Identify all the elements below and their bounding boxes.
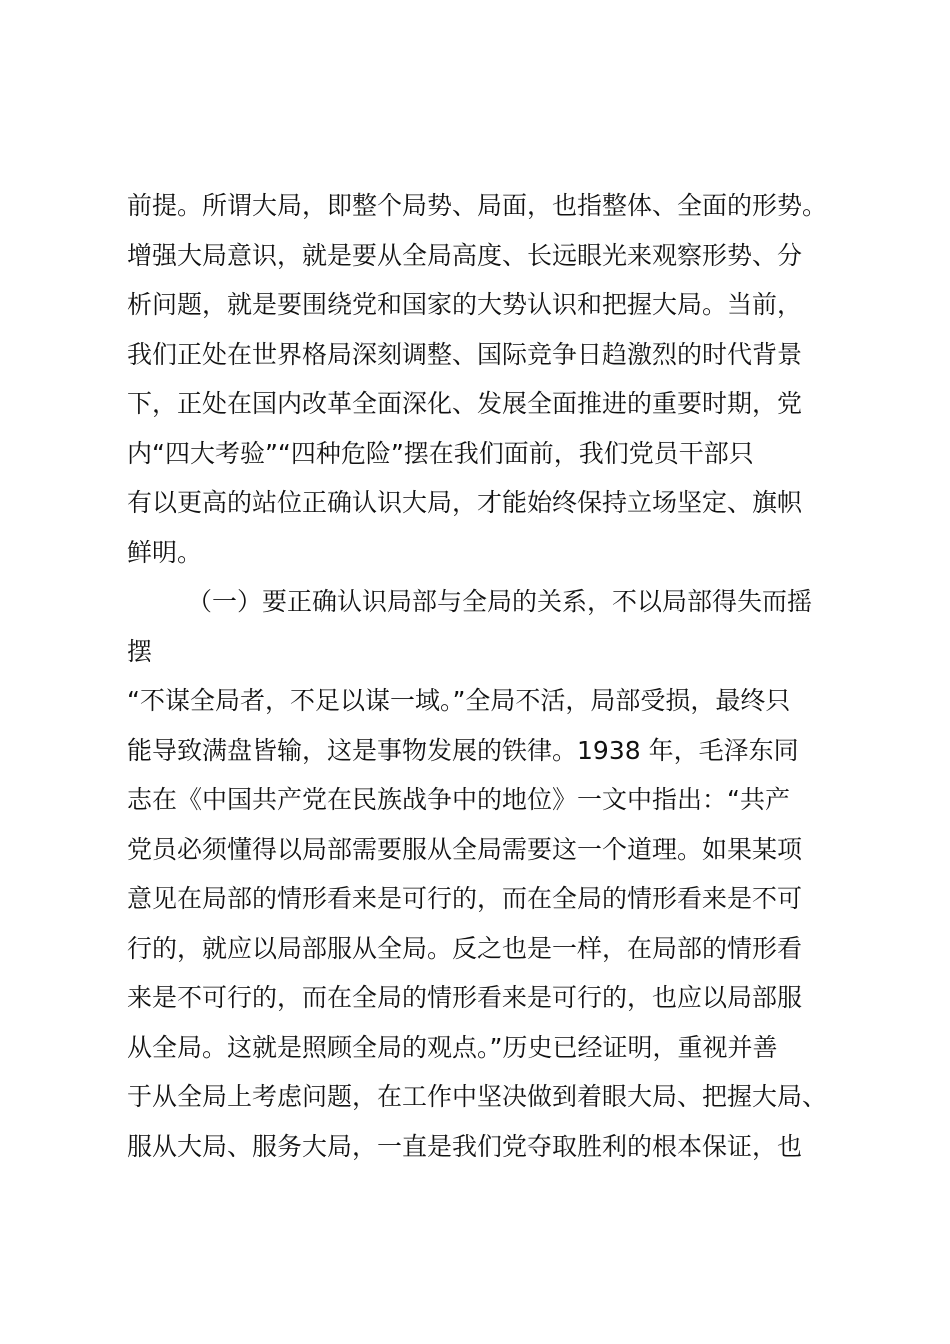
paragraph-line: 下，正处在国内改革全面深化、发展全面推进的重要时期，党 [127, 389, 803, 418]
paragraph-line: 能导致满盘皆输，这是事物发展的铁律。1938 年，毛泽东同 [127, 735, 799, 765]
paragraph-line: 有以更高的站位正确认识大局，才能始终保持立场坚定、旗帜 [127, 488, 803, 517]
paragraph-line: 党员必须懂得以局部需要服从全局需要这一个道理。如果某项 [127, 834, 803, 864]
paragraph-line: 我们正处在世界格局深刻调整、国际竞争日趋激烈的时代背景 [127, 339, 803, 369]
paragraph-line: 增强大局意识，就是要从全局高度、长远眼光来观察形势、分 [127, 240, 803, 270]
paragraph-line: “不谋全局者，不足以谋一域。”全局不活，局部受损，最终只 [127, 686, 791, 715]
section-heading-continuation: 摆 [127, 636, 153, 666]
paragraph-line: 服从大局、服务大局，一直是我们党夺取胜利的根本保证，也 [127, 1131, 803, 1161]
section-heading: （一）要正确认识局部与全局的关系，不以局部得失而摇 [187, 587, 813, 616]
paragraph-line: 于从全局上考虑问题，在工作中坚决做到着眼大局、把握大局、 [127, 1082, 828, 1111]
paragraph-line: 鲜明。 [127, 537, 203, 567]
paragraph-line: 析问题，就是要围绕党和国家的大势认识和把握大局。当前， [127, 290, 803, 319]
paragraph-line: 内“四大考验”“四种危险”摆在我们面前，我们党员干部只 [127, 438, 754, 468]
paragraph-line: 志在《中国共产党在民族战争中的地位》一文中指出：“共产 [127, 785, 790, 814]
paragraph-line: 前提。所谓大局，即整个局势、局面，也指整体、全面的形势。 [127, 191, 828, 220]
paragraph-line: 行的，就应以局部服从全局。反之也是一样，在局部的情形看 [127, 933, 803, 963]
paragraph-line: 从全局。这就是照顾全局的观点。”历史已经证明，重视并善 [127, 1032, 778, 1062]
paragraph-line: 来是不可行的，而在全局的情形看来是可行的，也应以局部服 [127, 983, 803, 1012]
paragraph-line: 意见在局部的情形看来是可行的，而在全局的情形看来是不可 [127, 884, 803, 913]
body-text [127, 181, 847, 1171]
